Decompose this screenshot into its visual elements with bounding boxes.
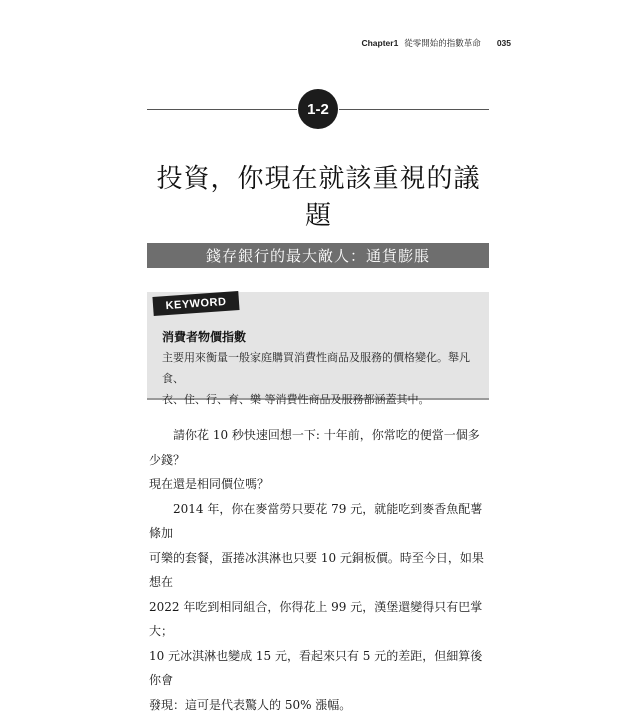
keyword-definition-line: 主要用來衡量一般家庭購買消費性商品及服務的價格變化。舉凡食、 [162, 347, 480, 389]
body-paragraph [149, 423, 489, 497]
keyword-definition-line: 衣、住、行、育、樂 等消費性商品及服務都涵蓋其中。 [162, 389, 480, 410]
page-number: 035 [497, 38, 511, 48]
running-header [361, 37, 511, 49]
body-line: 可樂的套餐，蛋捲冰淇淋也只要 10 元銅板價。時至今日，如果想在 [149, 546, 489, 595]
body-line: 發現：這可是代表驚人的 50% 漲幅。 [149, 693, 489, 717]
subheading-text: 錢存銀行的最大敵人：通貨膨脹 [206, 245, 430, 266]
keyword-tag: KEYWORD [152, 291, 239, 316]
section-number-badge: 1-2 [298, 89, 338, 129]
body-paragraph [149, 497, 489, 717]
chapter-label: Chapter1 [361, 38, 398, 48]
section-divider-right [339, 109, 489, 110]
body-line: 2014 年，你在麥當勞只要花 79 元，就能吃到麥香魚配薯條加 [149, 497, 489, 546]
section-divider-left [147, 109, 297, 110]
body-line: 現在還是相同價位嗎？ [149, 472, 489, 497]
chapter-title: 從零開始的指數革命 [404, 37, 481, 49]
page-title: 投資，你現在就該重視的議題 [150, 158, 487, 232]
body-line: 10 元冰淇淋也變成 15 元，看起來只有 5 元的差距，但細算後你會 [149, 644, 489, 693]
body-line: 請你花 10 秒快速回想一下: 十年前，你常吃的便當一個多少錢？ [149, 423, 489, 472]
keyword-term: 消費者物價指數 [162, 328, 246, 345]
body-text [149, 423, 489, 717]
body-line: 2022 年吃到相同組合，你得花上 99 元，漢堡還變得只有巴掌大； [149, 595, 489, 644]
keyword-definition [162, 347, 480, 410]
subheading-bar [147, 243, 489, 268]
